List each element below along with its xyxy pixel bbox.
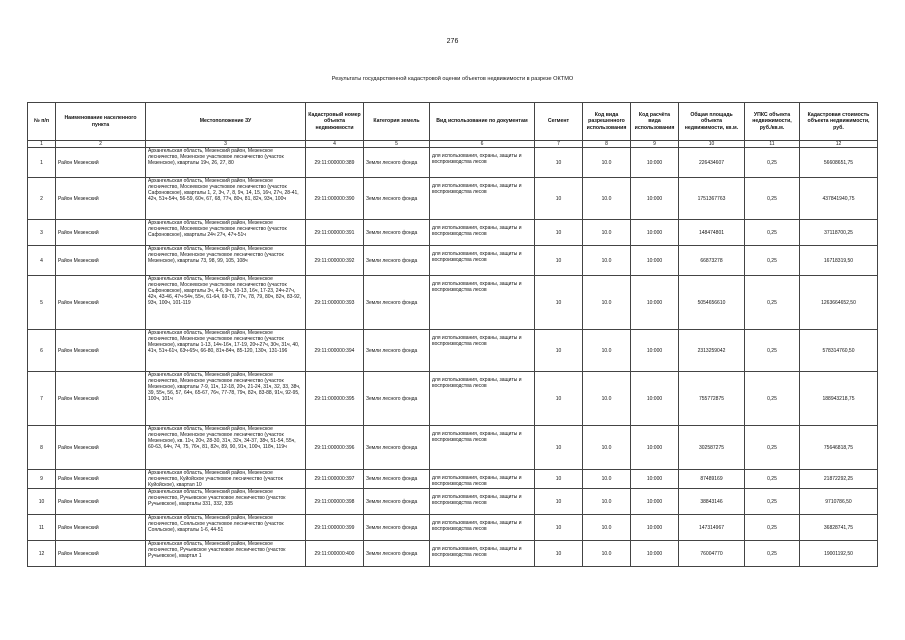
- location-cell: Архангельская область, Мезенский район, Мезенское лесничество, Мосеевское участковое лесничество (участок Сафоновское), кварталы 24ч 27ч, 47ч-51ч: [146, 220, 306, 246]
- column-number-row: [28, 141, 878, 148]
- table-row: [28, 541, 878, 567]
- calc-use-code-cell: 10:000: [631, 276, 679, 330]
- upks-cell: 0,25: [745, 426, 800, 470]
- use-type-cell: для использования, охраны, защиты и воспроизводства лесов: [430, 246, 535, 276]
- area-cell: 38843146: [679, 489, 745, 515]
- col-header-index: № п/п: [28, 103, 56, 141]
- col-header-settlement: Наименование населенного пункта: [56, 103, 146, 141]
- settlement-cell: Район Мезенский: [56, 489, 146, 515]
- cadastral-number-cell: 29:11:000000:400: [306, 541, 364, 567]
- location-cell: Архангельская область, Мезенский район, Мезенское лесничество, Куйойское участковое лесничество (участок Куйойское), квартал 10: [146, 470, 306, 489]
- land-category-cell: Земли лесного фонда: [364, 372, 430, 426]
- settlement-cell: Район Мезенский: [56, 276, 146, 330]
- settlement-cell: Район Мезенский: [56, 515, 146, 541]
- use-type-cell: для использования, охраны, защиты и воспроизводства лесов: [430, 515, 535, 541]
- column-number: 6: [430, 141, 535, 148]
- row-index: 1: [28, 148, 56, 178]
- area-cell: 226434607: [679, 148, 745, 178]
- land-category-cell: Земли лесного фонда: [364, 330, 430, 372]
- calc-use-code-cell: 10:000: [631, 220, 679, 246]
- use-type-cell: для использования, охраны, защиты и воспроизводства лесов: [430, 489, 535, 515]
- land-category-cell: Земли лесного фонда: [364, 276, 430, 330]
- use-type-cell: для использования, охраны, защиты и воспроизводства лесов: [430, 148, 535, 178]
- land-category-cell: Земли лесного фонда: [364, 220, 430, 246]
- row-index: 6: [28, 330, 56, 372]
- document-title: Результаты государственной кадастровой оценки объектов недвижимости в разрезе ОКТМО: [331, 76, 574, 82]
- settlement-cell: Район Мезенский: [56, 330, 146, 372]
- use-type-cell: для использования, охраны, защиты и воспроизводства лесов: [430, 426, 535, 470]
- use-type-cell: для использования, охраны, защиты и воспроизводства лесов: [430, 178, 535, 220]
- area-cell: 2313259042: [679, 330, 745, 372]
- table-row: [28, 220, 878, 246]
- segment-cell: 10: [535, 220, 583, 246]
- cadastral-number-cell: 29:11:000000:389: [306, 148, 364, 178]
- permitted-use-code-cell: 10.0: [583, 515, 631, 541]
- use-type-cell: для использования, охраны, защиты и воспроизводства лесов: [430, 372, 535, 426]
- segment-cell: 10: [535, 148, 583, 178]
- land-category-cell: Земли лесного фонда: [364, 541, 430, 567]
- header-row: [28, 103, 878, 141]
- column-number: 10: [679, 141, 745, 148]
- settlement-cell: Район Мезенский: [56, 541, 146, 567]
- calc-use-code-cell: 10:000: [631, 372, 679, 426]
- area-cell: 87489169: [679, 470, 745, 489]
- area-cell: 302587275: [679, 426, 745, 470]
- col-header-location: Местоположение ЗУ: [146, 103, 306, 141]
- permitted-use-code-cell: 10.0: [583, 470, 631, 489]
- row-index: 8: [28, 426, 56, 470]
- upks-cell: 0,25: [745, 246, 800, 276]
- column-number: 5: [364, 141, 430, 148]
- col-header-cadastral-number: Кадастровый номер объекта недвижимости: [306, 103, 364, 141]
- area-cell: 76004770: [679, 541, 745, 567]
- permitted-use-code-cell: 10.0: [583, 372, 631, 426]
- table-row: [28, 178, 878, 220]
- row-index: 5: [28, 276, 56, 330]
- upks-cell: 0,25: [745, 515, 800, 541]
- column-number: 3: [146, 141, 306, 148]
- land-category-cell: Земли лесного фонда: [364, 470, 430, 489]
- segment-cell: 10: [535, 330, 583, 372]
- upks-cell: 0,25: [745, 178, 800, 220]
- segment-cell: 10: [535, 541, 583, 567]
- land-category-cell: Земли лесного фонда: [364, 148, 430, 178]
- row-index: 2: [28, 178, 56, 220]
- location-cell: Архангельская область, Мезенский район, Мезенское лесничество, Ручьевское участковое лесничество (участок Ручьевское), кварталы 331, 332, 335: [146, 489, 306, 515]
- permitted-use-code-cell: 10.0: [583, 246, 631, 276]
- permitted-use-code-cell: 10.0: [583, 178, 631, 220]
- settlement-cell: Район Мезенский: [56, 178, 146, 220]
- cadastral-value-cell: 21872292,25: [800, 470, 878, 489]
- column-number: 8: [583, 141, 631, 148]
- cadastral-value-cell: 19001192,50: [800, 541, 878, 567]
- cadastral-value-cell: 56608651,75: [800, 148, 878, 178]
- row-index: 3: [28, 220, 56, 246]
- area-cell: 1751367763: [679, 178, 745, 220]
- row-index: 12: [28, 541, 56, 567]
- calc-use-code-cell: 10:000: [631, 246, 679, 276]
- table-row: [28, 372, 878, 426]
- calc-use-code-cell: 10:000: [631, 178, 679, 220]
- land-category-cell: Земли лесного фонда: [364, 489, 430, 515]
- location-cell: Архангельская область, Мезенский район, Мезенское лесничество, Мезенское участковое лесничество (участок Мезенское), кварталы 1-13, 14ч-16ч, 17-19, 20ч-27ч, 30ч, 31ч, 40, 41ч, 51ч-61ч, 63ч-65ч, 66-80, 81ч-84ч, 85-120, 130ч, 131-196: [146, 330, 306, 372]
- settlement-cell: Район Мезенский: [56, 246, 146, 276]
- settlement-cell: Район Мезенский: [56, 372, 146, 426]
- cadastral-number-cell: 29:11:000000:393: [306, 276, 364, 330]
- cadastral-value-cell: 37118700,25: [800, 220, 878, 246]
- cadastral-value-cell: 188943218,75: [800, 372, 878, 426]
- column-number: 12: [800, 141, 878, 148]
- cadastral-number-cell: 29:11:000000:394: [306, 330, 364, 372]
- area-cell: 5054656610: [679, 276, 745, 330]
- permitted-use-code-cell: 10.0: [583, 276, 631, 330]
- table-row: [28, 470, 878, 489]
- col-header-upks: УПКС объекта недвижимости, руб./кв.м.: [745, 103, 800, 141]
- land-category-cell: Земли лесного фонда: [364, 426, 430, 470]
- upks-cell: 0,25: [745, 330, 800, 372]
- segment-cell: 10: [535, 276, 583, 330]
- location-cell: Архангельская область, Мезенский район, Мезенское лесничество, Мезенское участковое лесничество (участок Мезенское), кв. 11ч, 20ч, 28-30, 31ч, 32ч, 34-37, 38ч, 51-54, 55ч, 60-63, 64ч, 74, 75, 76ч, 81, 82ч, 89, 90, 91ч, 100ч, 118ч, 119ч: [146, 426, 306, 470]
- row-index: 4: [28, 246, 56, 276]
- row-index: 10: [28, 489, 56, 515]
- valuation-table: [27, 102, 878, 567]
- column-number: 4: [306, 141, 364, 148]
- use-type-cell: для использования, охраны, защиты и воспроизводства лесов: [430, 330, 535, 372]
- page-number: 276: [446, 38, 459, 45]
- calc-use-code-cell: 10:000: [631, 148, 679, 178]
- segment-cell: 10: [535, 178, 583, 220]
- cadastral-number-cell: 29:11:000000:396: [306, 426, 364, 470]
- cadastral-value-cell: 578314760,50: [800, 330, 878, 372]
- col-header-cadastral-value: Кадастровая стоимость объекта недвижимости, руб.: [800, 103, 878, 141]
- column-number: 2: [56, 141, 146, 148]
- table-row: [28, 515, 878, 541]
- cadastral-value-cell: 16718319,50: [800, 246, 878, 276]
- upks-cell: 0,25: [745, 148, 800, 178]
- land-category-cell: Земли лесного фонда: [364, 515, 430, 541]
- calc-use-code-cell: 10:000: [631, 470, 679, 489]
- column-number: 11: [745, 141, 800, 148]
- table-row: [28, 246, 878, 276]
- segment-cell: 10: [535, 515, 583, 541]
- location-cell: Архангельская область, Мезенский район, Мезенское лесничество, Мезенское участковое лесничество (участок Мезенское), кварталы 73, 98, 99, 105, 108ч: [146, 246, 306, 276]
- location-cell: Архангельская область, Мезенский район, Мезенское лесничество, Мосеевское участковое лесничество (участок Сафоновское), кварталы 3ч, 4-6, 9ч, 10-13, 16ч, 17-23, 24ч-27ч, 42ч, 43-46, 47ч-54ч, 55ч, 61-64, 69-76, 77ч, 78, 79, 80ч, 82ч, 83-92, 93ч, 100ч, 101-119: [146, 276, 306, 330]
- upks-cell: 0,25: [745, 541, 800, 567]
- land-category-cell: Земли лесного фонда: [364, 246, 430, 276]
- cadastral-value-cell: 36828741,75: [800, 515, 878, 541]
- col-header-use-type: Вид использование по документам: [430, 103, 535, 141]
- cadastral-value-cell: 1263664652,50: [800, 276, 878, 330]
- settlement-cell: Район Мезенский: [56, 426, 146, 470]
- calc-use-code-cell: 10:000: [631, 541, 679, 567]
- calc-use-code-cell: 10:000: [631, 426, 679, 470]
- upks-cell: 0,25: [745, 470, 800, 489]
- permitted-use-code-cell: 10.0: [583, 220, 631, 246]
- row-index: 9: [28, 470, 56, 489]
- cadastral-number-cell: 29:11:000000:398: [306, 489, 364, 515]
- table-row: [28, 489, 878, 515]
- use-type-cell: для использования, охраны, защиты и воспроизводства лесов: [430, 541, 535, 567]
- col-header-segment: Сегмент: [535, 103, 583, 141]
- area-cell: 755772875: [679, 372, 745, 426]
- upks-cell: 0,25: [745, 489, 800, 515]
- area-cell: 147314967: [679, 515, 745, 541]
- column-number: 7: [535, 141, 583, 148]
- table-body: [28, 148, 878, 567]
- upks-cell: 0,25: [745, 276, 800, 330]
- cadastral-number-cell: 29:11:000000:390: [306, 178, 364, 220]
- segment-cell: 10: [535, 489, 583, 515]
- column-number: 1: [28, 141, 56, 148]
- cadastral-value-cell: 9710786,50: [800, 489, 878, 515]
- col-header-area: Общая площадь объекта недвижимости, кв.м.: [679, 103, 745, 141]
- settlement-cell: Район Мезенский: [56, 148, 146, 178]
- segment-cell: 10: [535, 246, 583, 276]
- cadastral-value-cell: 437841940,75: [800, 178, 878, 220]
- col-header-permitted-use-code: Код вида разрешенного использования: [583, 103, 631, 141]
- table-row: [28, 148, 878, 178]
- location-cell: Архангельская область, Мезенский район, Мезенское лесничество, Сояльское участковое лесничество (участок Сояльское), кварталы 1-6, 44-51: [146, 515, 306, 541]
- table-row: [28, 276, 878, 330]
- col-header-land-category: Категория земель: [364, 103, 430, 141]
- table-row: [28, 330, 878, 372]
- cadastral-number-cell: 29:11:000000:397: [306, 470, 364, 489]
- segment-cell: 10: [535, 470, 583, 489]
- permitted-use-code-cell: 10.0: [583, 541, 631, 567]
- location-cell: Архангельская область, Мезенский район, Мезенское лесничество, Ручьевское участковое лесничество (участок Ручьевское), квартал 1: [146, 541, 306, 567]
- segment-cell: 10: [535, 426, 583, 470]
- land-category-cell: Земли лесного фонда: [364, 178, 430, 220]
- area-cell: 66873278: [679, 246, 745, 276]
- table-row: [28, 426, 878, 470]
- permitted-use-code-cell: 10.0: [583, 330, 631, 372]
- settlement-cell: Район Мезенский: [56, 470, 146, 489]
- col-header-calc-use-code: Код расчёта вида использования: [631, 103, 679, 141]
- cadastral-number-cell: 29:11:000000:395: [306, 372, 364, 426]
- use-type-cell: для использования, охраны, защиты и воспроизводства лесов: [430, 276, 535, 330]
- calc-use-code-cell: 10:000: [631, 489, 679, 515]
- upks-cell: 0,25: [745, 220, 800, 246]
- cadastral-number-cell: 29:11:000000:391: [306, 220, 364, 246]
- calc-use-code-cell: 10:000: [631, 515, 679, 541]
- column-number: 9: [631, 141, 679, 148]
- calc-use-code-cell: 10:000: [631, 330, 679, 372]
- location-cell: Архангельская область, Мезенский район, Мезенское лесничество, Мосеевское участковое лесничество (участок Сафоновское), кварталы 1, 2, 3ч, 7, 8, 9ч, 14, 15, 16ч, 27ч, 28-41, 42ч, 51ч-54ч, 56-59, 60ч, 67, 68, 77ч, 80ч, 81, 82ч, 93ч, 100ч: [146, 178, 306, 220]
- permitted-use-code-cell: 10.0: [583, 148, 631, 178]
- use-type-cell: для использования, охраны, защиты и воспроизводства лесов: [430, 220, 535, 246]
- area-cell: 148474801: [679, 220, 745, 246]
- cadastral-value-cell: 75646818,75: [800, 426, 878, 470]
- permitted-use-code-cell: 10.0: [583, 426, 631, 470]
- cadastral-number-cell: 29:11:000000:392: [306, 246, 364, 276]
- row-index: 7: [28, 372, 56, 426]
- cadastral-number-cell: 29:11:000000:399: [306, 515, 364, 541]
- location-cell: Архангельская область, Мезенский район, Мезенское лесничество, Мезенское участковое лесничество (участок Мезенское), кварталы 7-9, 11ч, 12-18, 20ч, 21-24, 31ч, 32, 33, 38ч, 39, 55ч, 56, 57, 64ч, 65-67, 76ч, 77-78, 79ч, 82ч, 83-88, 91ч, 92-95, 100ч, 101ч: [146, 372, 306, 426]
- upks-cell: 0,25: [745, 372, 800, 426]
- use-type-cell: для использования, охраны, защиты и воспроизводства лесов: [430, 470, 535, 489]
- location-cell: Архангельская область, Мезенский район, Мезенское лесничество, Мезенское участковое лесничество (участок Мезенское), кварталы 19ч, 26, 27, 80: [146, 148, 306, 178]
- segment-cell: 10: [535, 372, 583, 426]
- row-index: 11: [28, 515, 56, 541]
- settlement-cell: Район Мезенский: [56, 220, 146, 246]
- permitted-use-code-cell: 10.0: [583, 489, 631, 515]
